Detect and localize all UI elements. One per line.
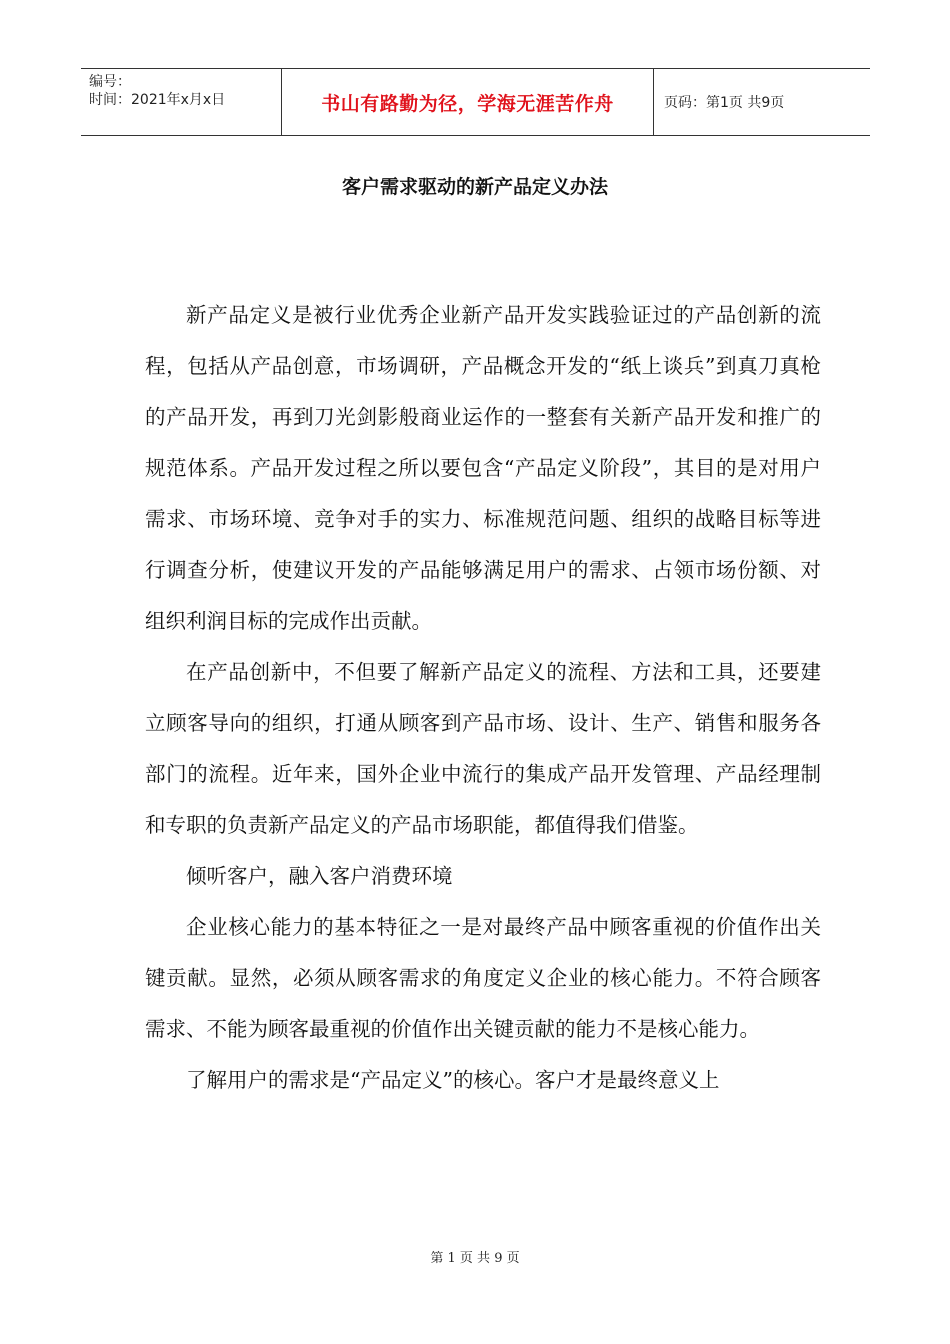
- paragraph: 了解用户的需求是“产品定义”的核心。客户才是最终意义上: [186, 1068, 720, 1092]
- document-title: 客户需求驱动的新产品定义办法: [341, 176, 608, 198]
- header-page-info: 页码：第1页 共9页: [664, 95, 785, 111]
- header-meta: [81, 69, 281, 135]
- paragraph: 在产品创新中，不但要了解新产品定义的流程、方法和工具，还要建立顾客导向的组织，打通从顾客到产品市场、设计、生产、销售和服务各部门的流程。近年来，国外企业中流行的集成产品开发管理、产品经理制和专职的负责新产品定义的产品市场职能，都值得我们借鉴。: [145, 660, 821, 837]
- section-heading: 倾听客户，融入客户消费环境: [186, 864, 453, 888]
- header-page-cell: [654, 69, 870, 135]
- document-time: 时间：2021年x月x日: [89, 92, 226, 108]
- page-footer: 第 1 页 共 9 页: [430, 1251, 520, 1266]
- paragraph: 企业核心能力的基本特征之一是对最终产品中顾客重视的价值作出关键贡献。显然，必须从顾客需求的角度定义企业的核心能力。不符合顾客需求、不能为顾客最重视的价值作出关键贡献的能力不是核心能力。: [145, 915, 821, 1041]
- document-header: [81, 68, 870, 136]
- document-number-label: 编号：: [89, 74, 131, 90]
- header-motto-cell: [281, 69, 654, 135]
- paragraph: 新产品定义是被行业优秀企业新产品开发实践验证过的产品创新的流程，包括从产品创意，市场调研，产品概念开发的“纸上谈兵”到真刀真枪的产品开发，再到刀光剑影般商业运作的一整套有关新产品开发和推广的规范体系。产品开发过程之所以要包含“产品定义阶段”，其目的是对用户需求、市场环境、竞争对手的实力、标准规范问题、组织的战略目标等进行调查分析，使建议开发的产品能够满足用户的需求、占领市场份额、对组织利润目标的完成作出贡献。: [145, 303, 821, 633]
- header-motto: 书山有路勤为径，学海无涯苦作舟: [321, 92, 614, 115]
- document-body: [145, 290, 821, 1106]
